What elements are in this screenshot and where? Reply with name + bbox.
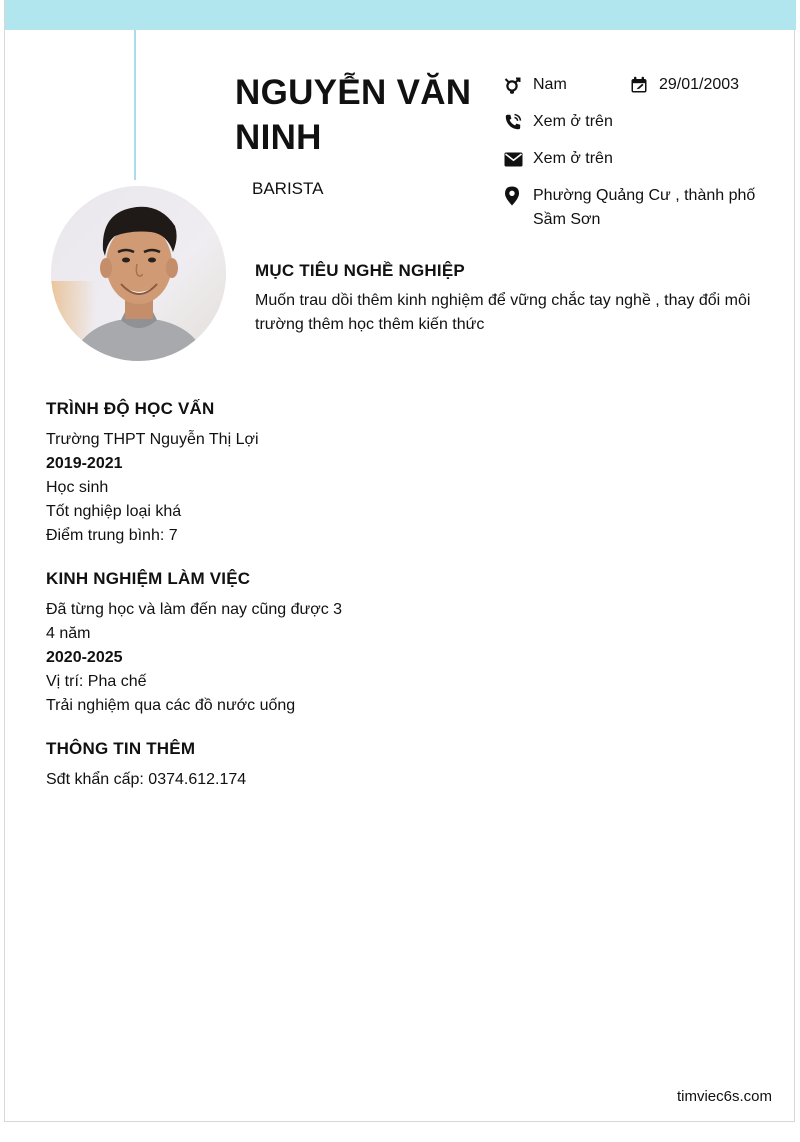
experience-detail: Trải nghiệm qua các đồ nước uống xyxy=(46,697,296,714)
gender-value: Nam xyxy=(533,76,567,93)
objective-text-line-2: trường thêm học thêm kiến thức xyxy=(255,316,485,333)
experience-title: KINH NGHIỆM LÀM VIỆC xyxy=(46,569,251,588)
address-line-2: Sầm Sơn xyxy=(533,211,601,228)
gender-row xyxy=(504,73,567,97)
email-value: Xem ở trên xyxy=(533,150,613,167)
phone-row xyxy=(504,110,613,134)
gender-icon xyxy=(504,73,524,97)
location-icon xyxy=(504,184,524,208)
address-value xyxy=(533,184,755,232)
avatar-photo xyxy=(51,186,226,361)
objective-title: MỤC TIÊU NGHỀ NGHIỆP xyxy=(255,261,465,280)
education-title: TRÌNH ĐỘ HỌC VẤN xyxy=(46,399,215,418)
experience-period: 2020-2025 xyxy=(46,649,123,666)
education-period: 2019-2021 xyxy=(46,455,123,472)
address-row xyxy=(504,184,755,232)
education-rank: Tốt nghiệp loại khá xyxy=(46,503,182,520)
candidate-name: NGUYỄN VĂN NINH xyxy=(235,73,472,157)
email-icon xyxy=(504,147,524,171)
experience-desc-line-1: Đã từng học và làm đến nay cũng được 3 xyxy=(46,601,343,618)
experience-desc-line-2: 4 năm xyxy=(46,625,91,642)
additional-info-title: THÔNG TIN THÊM xyxy=(46,739,196,758)
job-title: BARISTA xyxy=(252,179,324,198)
footer-site-link[interactable]: timviec6s.com xyxy=(676,1088,772,1105)
cv-page xyxy=(4,0,795,1122)
education-role: Học sinh xyxy=(46,479,109,496)
phone-value: Xem ở trên xyxy=(533,113,613,130)
address-line-1: Phường Quảng Cư , thành phố xyxy=(533,187,756,204)
experience-position: Vị trí: Pha chế xyxy=(46,673,147,690)
birthday-row xyxy=(630,73,739,97)
avatar xyxy=(51,186,226,361)
decorative-vertical-line xyxy=(134,30,136,180)
top-color-band xyxy=(5,0,796,30)
objective-text-line-1: Muốn trau dồi thêm kinh nghiệm để vững chắc tay nghề , thay đổi môi xyxy=(255,292,751,309)
email-row xyxy=(504,147,613,171)
education-score: Điểm trung bình: 7 xyxy=(46,527,178,544)
phone-icon xyxy=(504,110,524,134)
calendar-icon xyxy=(630,73,650,97)
emergency-phone: Sđt khẩn cấp: 0374.612.174 xyxy=(46,771,247,788)
birthday-value: 29/01/2003 xyxy=(659,76,740,93)
education-school: Trường THPT Nguyễn Thị Lợi xyxy=(46,431,259,448)
